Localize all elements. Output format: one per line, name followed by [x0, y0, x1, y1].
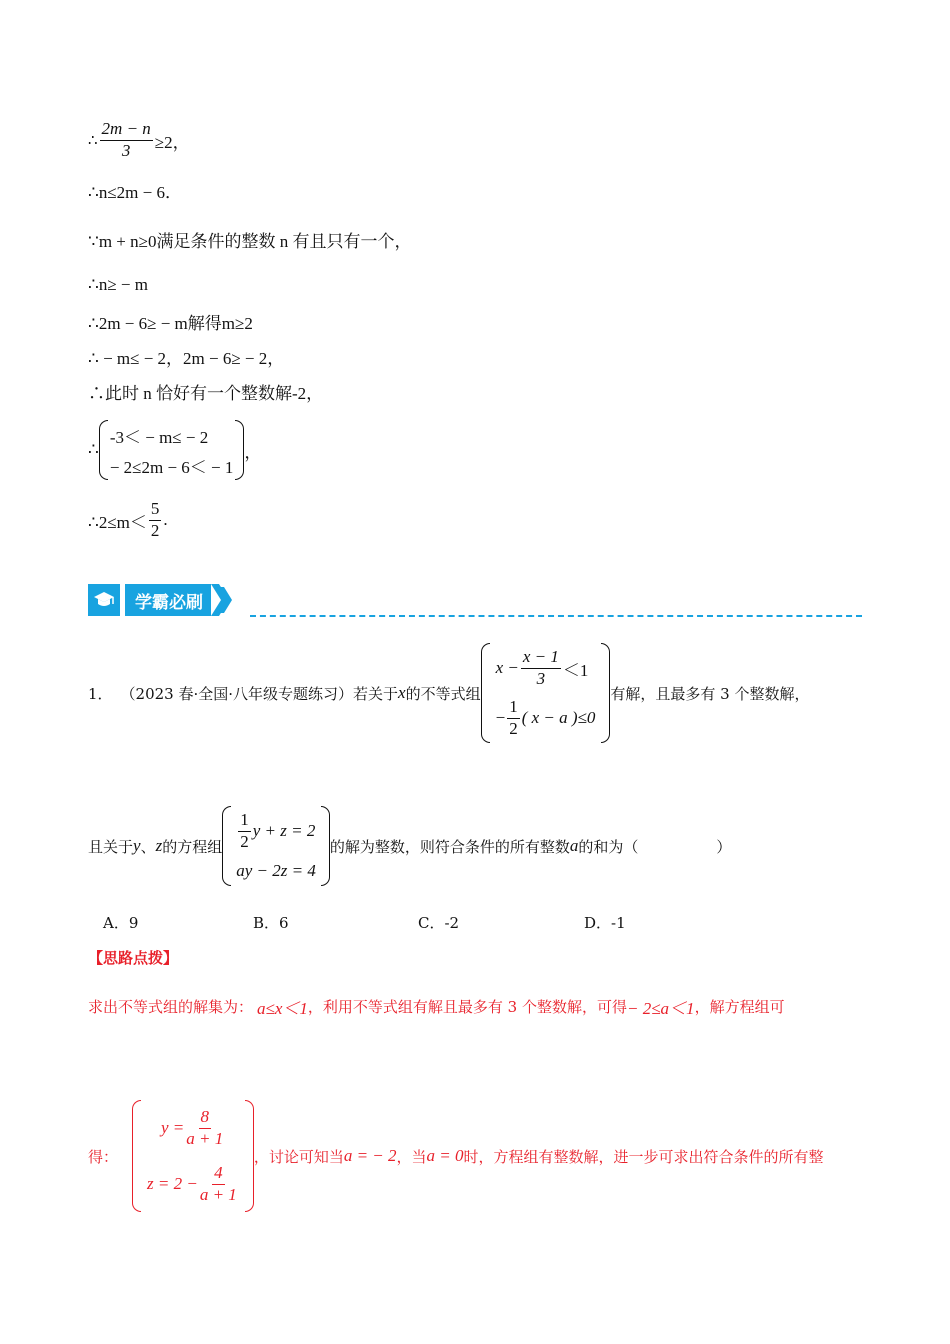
- problem-text: ）: [716, 837, 732, 856]
- tip-paragraph-1: 求出不等式组的解集为： a≤x＜1 ，利用不等式组有解且最多有 3 个整数解，可得 − 2≤a＜1 ，解方程组可: [88, 994, 785, 1019]
- inequality-rest: ≥2，: [154, 132, 190, 152]
- solution-y: y = $\frac{8}{a + 1}$: [161, 1106, 224, 1148]
- tip-paragraph-2: 得： y = $\frac{8}{a + 1}$ z = 2 − $\frac{4}{a + 1}$ ，讨论可知当 a = − 2 ，当 a = 0 时，方程组有整数解，进一步可求出符合条件的所有整: [88, 1100, 824, 1212]
- fraction-numerator: 2m − n: [100, 120, 153, 141]
- problem-line-1: [88, 643, 809, 743]
- inequality-1: x − $\frac{x - 1}{3}$ ＜1: [495, 646, 589, 688]
- option-b[interactable]: B．6: [253, 914, 289, 932]
- system-row-1: -3＜ − m≤ − 2: [109, 427, 209, 447]
- option-c[interactable]: C．-2: [418, 914, 460, 932]
- fraction-denominator: 3: [121, 140, 131, 160]
- fraction-denominator: 2: [150, 520, 160, 540]
- left-brace: [132, 1100, 141, 1212]
- derivation-line-8: [88, 420, 261, 480]
- variable-a: a: [569, 836, 579, 855]
- math-expression: − 2≤a＜1: [627, 999, 695, 1018]
- problem-text: 的解为整数，则符合条件的所有整数: [329, 837, 570, 856]
- chevron-right-icon: [211, 583, 233, 617]
- right-brace: [235, 420, 244, 480]
- solution-system: [132, 1100, 254, 1212]
- derivation-line-2: ∴n≤2m − 6．: [88, 183, 182, 202]
- fraction-numerator: 5: [149, 500, 162, 521]
- inequality-system: [99, 420, 245, 480]
- variable-y: y: [133, 836, 141, 855]
- fraction: [100, 120, 153, 160]
- therefore-symbol: ∴: [88, 131, 98, 150]
- problem-text: 的方程组: [162, 837, 223, 856]
- solution-z: z = 2 − $\frac{4}{a + 1}$: [147, 1162, 237, 1204]
- graduation-cap-icon: [88, 584, 120, 616]
- right-brace: [245, 1100, 254, 1212]
- math-expression: a = 0: [426, 1146, 464, 1165]
- math-expression: a≤x＜1: [257, 999, 308, 1018]
- variable-z: z: [155, 836, 163, 855]
- system-row-2: − 2≤2m − 6＜ − 1: [109, 457, 234, 477]
- derivation-line-1: [88, 120, 190, 160]
- problem-text: 且关于: [88, 837, 134, 856]
- section-title: 学霸必刷: [125, 584, 211, 616]
- derivation-line-9: [88, 500, 168, 540]
- section-divider: [250, 615, 862, 617]
- derivation-line-4: ∴n≥ − m: [88, 275, 148, 294]
- option-a[interactable]: A．9: [103, 914, 139, 932]
- left-brace: [99, 420, 108, 480]
- problem-line-2: 且关于 y 、 z 的方程组 $\frac{1}{2}$ y + z = 2 ay − 2z = 4 的解为整数，则符合条件的所有整数 a 的和为（ ）: [88, 806, 731, 886]
- equation-system: [222, 806, 330, 886]
- variable-x: x: [398, 683, 406, 702]
- left-brace: [481, 643, 490, 743]
- inequality-2: − $\frac{1}{2}$ ( x − a )≤0: [495, 696, 596, 738]
- problem-text: 有解，且最多有 3 个整数解，: [610, 684, 810, 703]
- problem-text: 的和为（: [578, 837, 639, 856]
- period: .: [163, 510, 168, 530]
- comma: ，: [244, 442, 262, 462]
- inequality-system: [481, 643, 611, 743]
- option-d[interactable]: D．-1: [584, 914, 626, 932]
- derivation-line-6: ∴ − m≤ − 2，2m − 6≥ − 2，: [88, 349, 285, 368]
- right-brace: [601, 643, 610, 743]
- equation-1: $\frac{1}{2}$ y + z = 2: [240, 809, 316, 851]
- math-expression: a = − 2: [343, 1146, 397, 1165]
- problem-text: 的不等式组: [405, 684, 481, 703]
- derivation-line-3: ∵m + n≥0满足条件的整数 n 有且只有一个，: [88, 232, 412, 251]
- problem-source: （2023 春·全国·八年级专题练习）若关于: [120, 684, 399, 703]
- inequality-lhs: ∴2≤m＜: [88, 512, 147, 532]
- left-brace: [222, 806, 231, 886]
- fraction: [149, 500, 162, 540]
- right-brace: [321, 806, 330, 886]
- derivation-line-5: ∴2m − 6≥ − m解得m≥2: [88, 314, 253, 333]
- equation-2: ay − 2z = 4: [236, 861, 316, 881]
- section-banner: [88, 583, 233, 617]
- tip-title: 【思路点拨】: [88, 949, 179, 967]
- therefore-symbol: ∴: [88, 440, 99, 459]
- derivation-line-7: ∴此时 n 恰好有一个整数解-2，: [88, 384, 324, 403]
- problem-number: 1．: [88, 684, 113, 703]
